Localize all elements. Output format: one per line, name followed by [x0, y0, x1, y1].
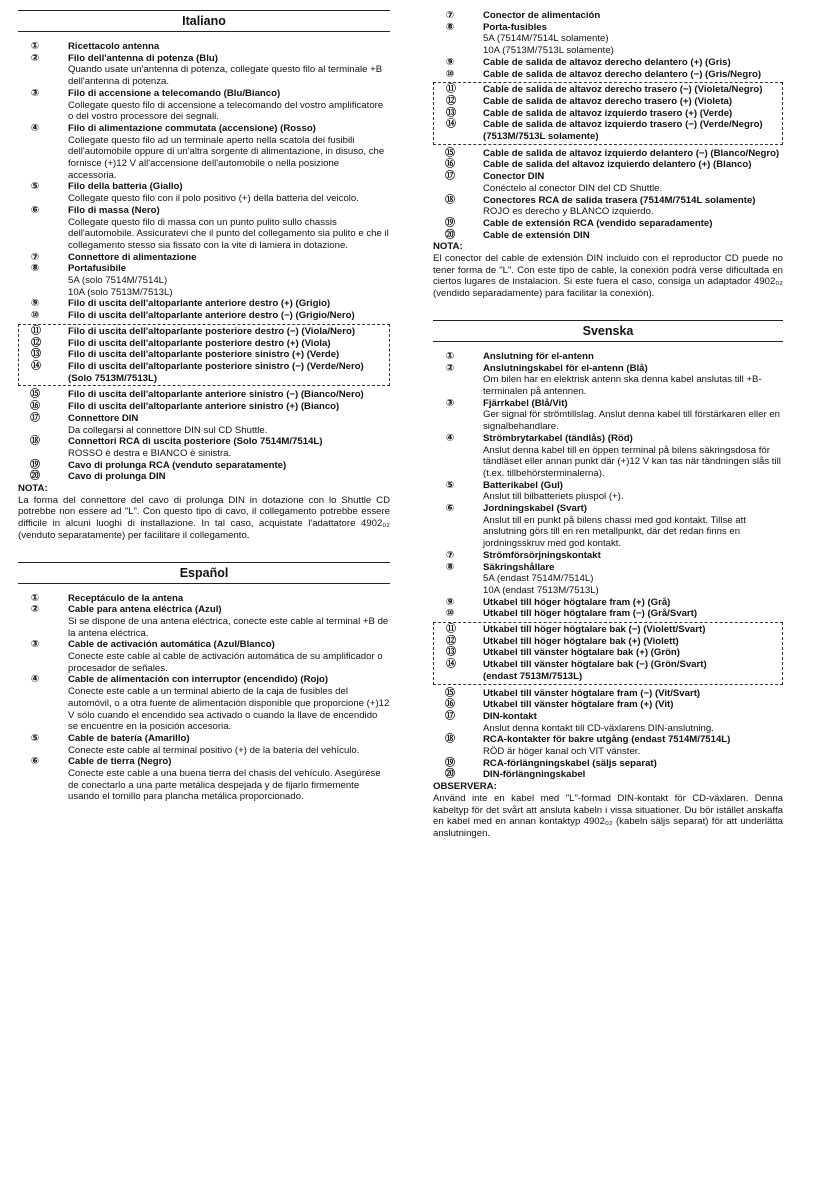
list-item	[434, 647, 782, 659]
list-item	[433, 398, 783, 433]
item-number: ⑲	[445, 757, 455, 769]
item-title: Utkabel till vänster högtalare fram (−) (Vit/Svart)	[483, 687, 701, 699]
list-item	[433, 433, 783, 480]
item-number: ⑰	[445, 171, 455, 183]
list-item	[433, 363, 783, 398]
espanol-list-a	[18, 593, 390, 804]
list-item	[433, 69, 783, 81]
item-number: ④	[30, 122, 40, 134]
item-title: (Solo 7513M/7513L)	[68, 372, 158, 384]
item-number: ①	[30, 41, 40, 52]
item-description: Anslut denna kontakt till CD-växlarens DIN-anslutning.	[483, 722, 714, 734]
list-item	[18, 436, 390, 459]
item-title: Cable de batería (Amarillo)	[68, 732, 190, 744]
item-title: Cable de activación automática (Azul/Blanco)	[68, 639, 275, 651]
item-number: ⑯	[445, 699, 455, 711]
item-title: Säkringshållare	[483, 561, 555, 573]
item-title: Cable de salida de altavoz izquierdo trasero (+) (Verde)	[483, 107, 733, 119]
item-title: Filo di uscita dell'altoparlante anteriore destro (−) (Grigio/Nero)	[68, 310, 355, 322]
item-title: Filo di massa (Nero)	[68, 204, 160, 216]
item-title: RCA-kontakter för bakre utgång (endast 7514M/7514L)	[483, 734, 731, 746]
list-item	[19, 338, 389, 350]
list-item	[18, 733, 390, 756]
item-description: Anslut till en punkt på bilens chassi med god kontakt. Tillse att anslutning görs till en ren metallpunkt, där det redan finns en jordningsskruv med god kontakt.	[483, 514, 746, 550]
item-number: ⑤	[445, 479, 455, 491]
item-title: Utkabel till vänster högtalare fram (+) (Vit)	[483, 699, 674, 711]
item-description: ROJO es derecho y BLANCO izquierdo.	[483, 206, 654, 218]
item-number: ⑱	[445, 734, 455, 746]
item-number: ①	[30, 592, 40, 604]
item-title: Fjärrkabel (Blå/Vit)	[483, 397, 568, 409]
list-item	[18, 674, 390, 733]
list-item	[18, 123, 390, 182]
item-description: 5A (7514M/7514L solamente)	[483, 33, 609, 45]
item-title: Receptáculo de la antena	[68, 592, 184, 604]
list-item	[434, 624, 782, 636]
item-number: ⑥	[445, 503, 455, 515]
item-title: (7513M/7513L solamente)	[483, 131, 599, 143]
list-item	[433, 159, 783, 171]
item-title: Cable de extensión DIN	[483, 229, 590, 241]
item-number: ⑭	[31, 360, 41, 372]
item-title: Cable de tierra (Negro)	[68, 756, 172, 768]
item-title: Ricettacolo antenna	[68, 41, 160, 52]
espanol-boxed-list	[433, 82, 783, 145]
item-number: ⑪	[446, 84, 456, 96]
item-title: Anslutningskabel för el-antenn (Blå)	[483, 362, 648, 374]
item-number: ⑧	[445, 21, 455, 33]
item-number: ⑳	[30, 471, 40, 483]
item-number: ⑦	[445, 10, 455, 21]
item-title: Filo dell'antenna di potenza (Blu)	[68, 52, 218, 64]
list-item	[433, 57, 783, 69]
espanol-nota-label: NOTA:	[433, 241, 463, 253]
item-number: ⑨	[445, 56, 455, 68]
espanol-list-cont	[433, 10, 783, 80]
item-title: Cable de extensión RCA (vendido separadamente)	[483, 217, 713, 229]
item-number: ⑦	[30, 251, 40, 263]
item-number: ⑫	[446, 95, 456, 107]
item-title: Utkabel till vänster högtalare bak (−) (Grön/Svart)	[483, 659, 707, 671]
item-description: Conéctelo al conector DIN del CD Shuttle.	[483, 182, 663, 194]
right-column	[433, 10, 783, 840]
svenska-nota-label: OBSERVERA:	[433, 781, 497, 793]
list-item	[18, 389, 390, 401]
item-number: ②	[445, 362, 455, 374]
left-column	[18, 10, 390, 803]
espanol-nota-text: El conector del cable de extensión DIN incluido con el reproductor CD puede no tener forma de "L". Con este tipo de cable, la conexión podrá verse dificultada en ciertos lugares de instalacion. Si este fuera el caso, consiga un adaptador 4902₀₂ (vendido separadamente) para facilitar la conexión).	[433, 253, 783, 300]
item-title: Utkabel till höger högtalare fram (+) (Grå)	[483, 596, 671, 608]
list-item	[433, 699, 783, 711]
item-number: ⑦	[445, 549, 455, 561]
item-title: Utkabel till vänster högtalare bak (+) (Grön)	[483, 647, 680, 659]
list-item	[18, 639, 390, 674]
list-item	[433, 22, 783, 57]
item-description: RÖD är höger kanal och VIT vänster.	[483, 746, 641, 758]
list-item	[433, 711, 783, 734]
item-title: Filo di alimentazione commutata (accensione) (Rosso)	[68, 122, 316, 134]
item-title: Cable de salida de altavoz derecho trasero (−) (Violeta/Negro)	[483, 84, 763, 96]
item-number: ③	[30, 87, 40, 99]
item-description: Conecte este cable al cable de activación automática de su amplificador o procesador de señales.	[68, 651, 383, 674]
item-description: Si se dispone de una antena eléctrica, conecte este cable al terminal +B de la antena eléctrica.	[68, 615, 389, 639]
item-title: Utkabel till höger högtalare fram (−) (Grå/Svart)	[483, 608, 698, 620]
item-title: Jordningskabel (Svart)	[483, 503, 587, 515]
list-item	[433, 480, 783, 503]
item-title: Filo di accensione a telecomando (Blu/Bianco)	[68, 87, 281, 99]
item-title: RCA-förlängningskabel (säljs separat)	[483, 757, 657, 769]
section-heading-espanol: Español	[18, 562, 390, 584]
item-number: ⑪	[446, 624, 456, 636]
item-number: ⑤	[30, 181, 40, 193]
list-item	[19, 373, 389, 385]
item-title: Cable de salida de altavoz izquierdo delantero (−) (Blanco/Negro)	[483, 147, 780, 159]
list-item	[18, 471, 390, 483]
list-item	[433, 758, 783, 770]
item-description: 10A (solo 7513M/7513L)	[68, 286, 173, 298]
list-item	[433, 734, 783, 757]
item-title: Cable de salida del altavoz izquierdo delantero (+) (Blanco)	[483, 159, 752, 171]
svenska-nota-text: Använd inte en kabel med "L"-formad DIN-kontakt för CD-växlaren. Denna kabeltyp för det svårt att ansluta kabeln i vissa situationer. Du bör istället anskaffa en kabel med en annan kontaktyp 4902₀₂ (kabeln säljs separat) för att underlätta anslutningen.	[433, 792, 783, 839]
item-title: DIN-förlängningskabel	[483, 769, 586, 781]
item-title: Anslutning för el-antenn	[483, 350, 594, 362]
list-item	[433, 351, 783, 363]
item-title: Filo di uscita dell'altoparlante posteriore sinistro (+) (Verde)	[68, 349, 340, 361]
item-number: ⑰	[445, 710, 455, 722]
list-item	[18, 593, 390, 605]
item-description: Conecte este cable a una buena tierra del chasis del vehículo. Asegúrese de conectarlo a una parte metálica despejada y de fijarlo firmemente usando el tornillo para plancha metálica proporcionado.	[68, 768, 381, 803]
item-number: ②	[30, 52, 40, 64]
item-number: ⑭	[446, 659, 456, 671]
list-item	[433, 503, 783, 550]
list-item	[434, 108, 782, 120]
list-item	[433, 688, 783, 700]
italiano-nota-label: NOTA:	[18, 483, 48, 495]
item-title: Cavo di prolunga RCA (venduto separatamente)	[68, 459, 287, 471]
item-number: ②	[30, 604, 40, 616]
item-title: Cable de alimentación con interruptor (encendido) (Rojo)	[68, 674, 329, 686]
list-item	[433, 195, 783, 218]
list-item	[18, 413, 390, 436]
item-description: 10A (endast 7513M/7513L)	[483, 584, 599, 596]
item-title: Cable de salida de altavoz izquierdo trasero (−) (Verde/Negro)	[483, 119, 763, 131]
item-title: Batterikabel (Gul)	[483, 479, 563, 491]
item-title: Utkabel till höger högtalare bak (−) (Violett/Svart)	[483, 624, 706, 636]
item-number: ⑥	[30, 204, 40, 216]
svenska-list-b	[433, 688, 783, 782]
list-item	[433, 218, 783, 230]
item-title: Connettore DIN	[68, 412, 139, 424]
item-description: Conecte este cable a un terminal abierto de la caja de fusibles del automóvil, o a otra fuente de alimentación disponible que proporcione (+)12 V sólo cuando el encendido sea activado o cuando la llave de encendido se encuentre en la posición accesoria.	[68, 686, 390, 733]
item-number: ③	[30, 639, 40, 651]
list-item	[433, 550, 783, 562]
list-item	[433, 230, 783, 242]
item-description: 10A (7513M/7513L solamente)	[483, 45, 614, 57]
item-title: Conector de alimentación	[483, 10, 601, 21]
item-title: Strömbrytarkabel (tändlås) (Röd)	[483, 432, 633, 444]
item-number: ①	[445, 350, 455, 362]
item-title: Conectores RCA de salida trasera (7514M/7514L solamente)	[483, 194, 756, 206]
item-number: ⑫	[446, 635, 456, 647]
item-title: Cable para antena eléctrica (Azul)	[68, 604, 222, 616]
item-title: DIN-kontakt	[483, 710, 537, 722]
item-number: ⑨	[445, 596, 455, 608]
item-description: 5A (endast 7514M/7514L)	[483, 573, 594, 585]
item-number: ⑧	[30, 263, 40, 275]
list-item	[18, 252, 390, 264]
item-number: ④	[30, 674, 40, 686]
item-number: ⑩	[445, 68, 455, 80]
item-description: 5A (solo 7514M/7514L)	[68, 275, 168, 287]
item-number: ⑲	[445, 217, 455, 229]
item-title: Cavo di prolunga DIN	[68, 471, 166, 483]
italiano-list-b	[18, 389, 390, 483]
list-item	[18, 401, 390, 413]
list-item	[434, 671, 782, 683]
list-item	[433, 171, 783, 194]
item-title: Filo di uscita dell'altoparlante anteriore sinistro (+) (Bianco)	[68, 401, 340, 413]
list-item	[18, 53, 390, 88]
list-item	[433, 562, 783, 597]
svenska-boxed-list	[433, 622, 783, 685]
item-title: Filo di uscita dell'altoparlante anteriore destro (+) (Grigio)	[68, 298, 331, 310]
list-item	[18, 181, 390, 204]
list-item	[18, 604, 390, 639]
italiano-boxed-list	[18, 324, 390, 387]
item-title: Portafusibile	[68, 263, 127, 275]
list-item	[433, 769, 783, 781]
item-title: Filo della batteria (Giallo)	[68, 181, 183, 193]
item-description: Om bilen har en elektrisk antenn ska denna kabel anslutas till +B-terminalen på antennen.	[483, 374, 762, 397]
list-item	[433, 10, 783, 22]
item-number: ⑫	[31, 337, 41, 349]
item-number: ⑳	[445, 769, 455, 781]
item-number: ⑬	[446, 647, 456, 659]
item-number: ⑮	[30, 389, 40, 401]
item-number: ⑮	[445, 147, 455, 159]
item-number: ③	[445, 397, 455, 409]
list-item	[19, 326, 389, 338]
item-number: ⑪	[31, 325, 41, 337]
item-number: ⑯	[445, 159, 455, 171]
svenska-list-a	[433, 351, 783, 620]
item-title: Strömförsörjningskontakt	[483, 549, 601, 561]
item-number: ⑩	[30, 310, 40, 322]
item-number: ⑥	[30, 756, 40, 768]
list-item	[433, 597, 783, 609]
item-description: Collegate questo filo di massa con un punto pulito sullo chassis dell'automobile. Assicuratevi che il punto del collegamento sia pulito e che il collegamento stesso sia fissato con la vite di lamiera in dotazione.	[68, 216, 389, 251]
list-item	[18, 88, 390, 123]
item-number: ⑬	[31, 349, 41, 361]
item-description: Ger signal för strömtillslag. Anslut denna kabel till förstärkaren eller en signalbehandlare.	[483, 409, 781, 433]
item-number: ⑳	[445, 229, 455, 241]
item-title: (endast 7513M/7513L)	[483, 670, 583, 682]
list-item	[434, 96, 782, 108]
item-description: Collegate questo filo con il polo positivo (+) della batteria del veicolo.	[68, 193, 359, 205]
item-title: Cable de salida de altavoz derecho delantero (−) (Gris/Negro)	[483, 68, 762, 80]
item-number: ⑰	[30, 412, 40, 424]
list-item	[18, 263, 390, 298]
item-title: Filo di uscita dell'altoparlante posteriore destro (−) (Viola/Nero)	[68, 325, 356, 337]
list-item	[434, 659, 782, 671]
item-number: ⑯	[30, 401, 40, 413]
item-title: Porta-fusibles	[483, 21, 547, 33]
item-number: ⑤	[30, 732, 40, 744]
list-item	[434, 636, 782, 648]
italiano-nota-text: La forma del connettore del cavo di prolunga DIN in dotazione con lo Shuttle CD potrebbe non essere ad "L". Con questo tipo di cavo, il collegamento potrebbe essere difficile in alcuni luoghi di installazione. In tal caso, acquistate l'adattatore 4902₀₂ (venduto separatamente) per facilitare il collegamento.	[18, 494, 390, 541]
list-item	[18, 460, 390, 472]
item-title: Cable de salida de altavoz derecho delantero (+) (Gris)	[483, 56, 731, 68]
item-title: Filo di uscita dell'altoparlante anteriore sinistro (−) (Bianco/Nero)	[68, 389, 364, 401]
item-description: Quando usate un'antenna di potenza, collegate questo filo al terminale +B dell'antenna di potenza.	[68, 64, 383, 88]
item-number: ⑱	[445, 194, 455, 206]
item-title: Connettore di alimentazione	[68, 251, 197, 263]
section-gap	[18, 542, 390, 562]
section-heading-italiano: Italiano	[18, 10, 390, 32]
list-item	[18, 205, 390, 252]
list-item	[433, 148, 783, 160]
list-item	[434, 131, 782, 143]
item-title: Connettori RCA di uscita posteriore (Solo 7514M/7514L)	[68, 436, 323, 448]
item-title: Utkabel till höger högtalare bak (+) (Violett)	[483, 635, 679, 647]
item-number: ⑬	[446, 107, 456, 119]
item-description: Collegate questo filo ad un terminale aperto nella scatola dei fusibili dell'automobile oppure di un'altra sorgente di alimentazione, in disuso, che fornisce (+)12 V all'accensione dell'automobile o nella posizione accessoria.	[68, 134, 385, 181]
list-item	[433, 608, 783, 620]
item-title: Filo di uscita dell'altoparlante posteriore destro (+) (Viola)	[68, 337, 331, 349]
item-number: ⑧	[445, 561, 455, 573]
list-item	[18, 310, 390, 322]
italiano-list-a	[18, 41, 390, 322]
item-description: Collegate questo filo di accensione a telecomando del vostro amplificatore o del vostro processore dei segnali.	[68, 99, 384, 123]
item-number: ④	[445, 432, 455, 444]
item-description: Da collegarsi al connettore DIN sul CD Shuttle.	[68, 424, 268, 436]
item-title: Conector DIN	[483, 171, 545, 183]
espanol-list-b	[433, 148, 783, 242]
list-item	[18, 756, 390, 803]
section-gap	[433, 300, 783, 320]
item-number: ⑮	[445, 687, 455, 699]
item-description: Anslut denna kabel till en öppen terminal på bilens säkringsdosa för tändläset eller annan punkt där (+)12 V kan tas när tändningen slås till (t.ex. tillbehörsterminalerna).	[483, 444, 781, 479]
list-item	[19, 361, 389, 373]
item-number: ⑩	[445, 608, 455, 620]
item-number: ⑱	[30, 436, 40, 448]
item-number: ⑭	[446, 119, 456, 131]
item-title: Cable de salida de altavoz derecho trasero (+) (Violeta)	[483, 95, 733, 107]
item-number: ⑲	[30, 459, 40, 471]
list-item	[18, 41, 390, 53]
item-description: Anslut till bilbatteriets pluspol (+).	[483, 491, 624, 503]
item-number: ⑨	[30, 298, 40, 310]
list-item	[434, 119, 782, 131]
list-item	[18, 298, 390, 310]
item-title: Filo di uscita dell'altoparlante posteriore sinistro (−) (Verde/Nero)	[68, 360, 364, 372]
item-description: Conecte este cable al terminal positivo (+) de la batería del vehículo.	[68, 744, 360, 756]
list-item	[19, 349, 389, 361]
list-item	[434, 84, 782, 96]
section-heading-svenska: Svenska	[433, 320, 783, 342]
item-description: ROSSO è destra e BIANCO è sinistra.	[68, 447, 232, 459]
